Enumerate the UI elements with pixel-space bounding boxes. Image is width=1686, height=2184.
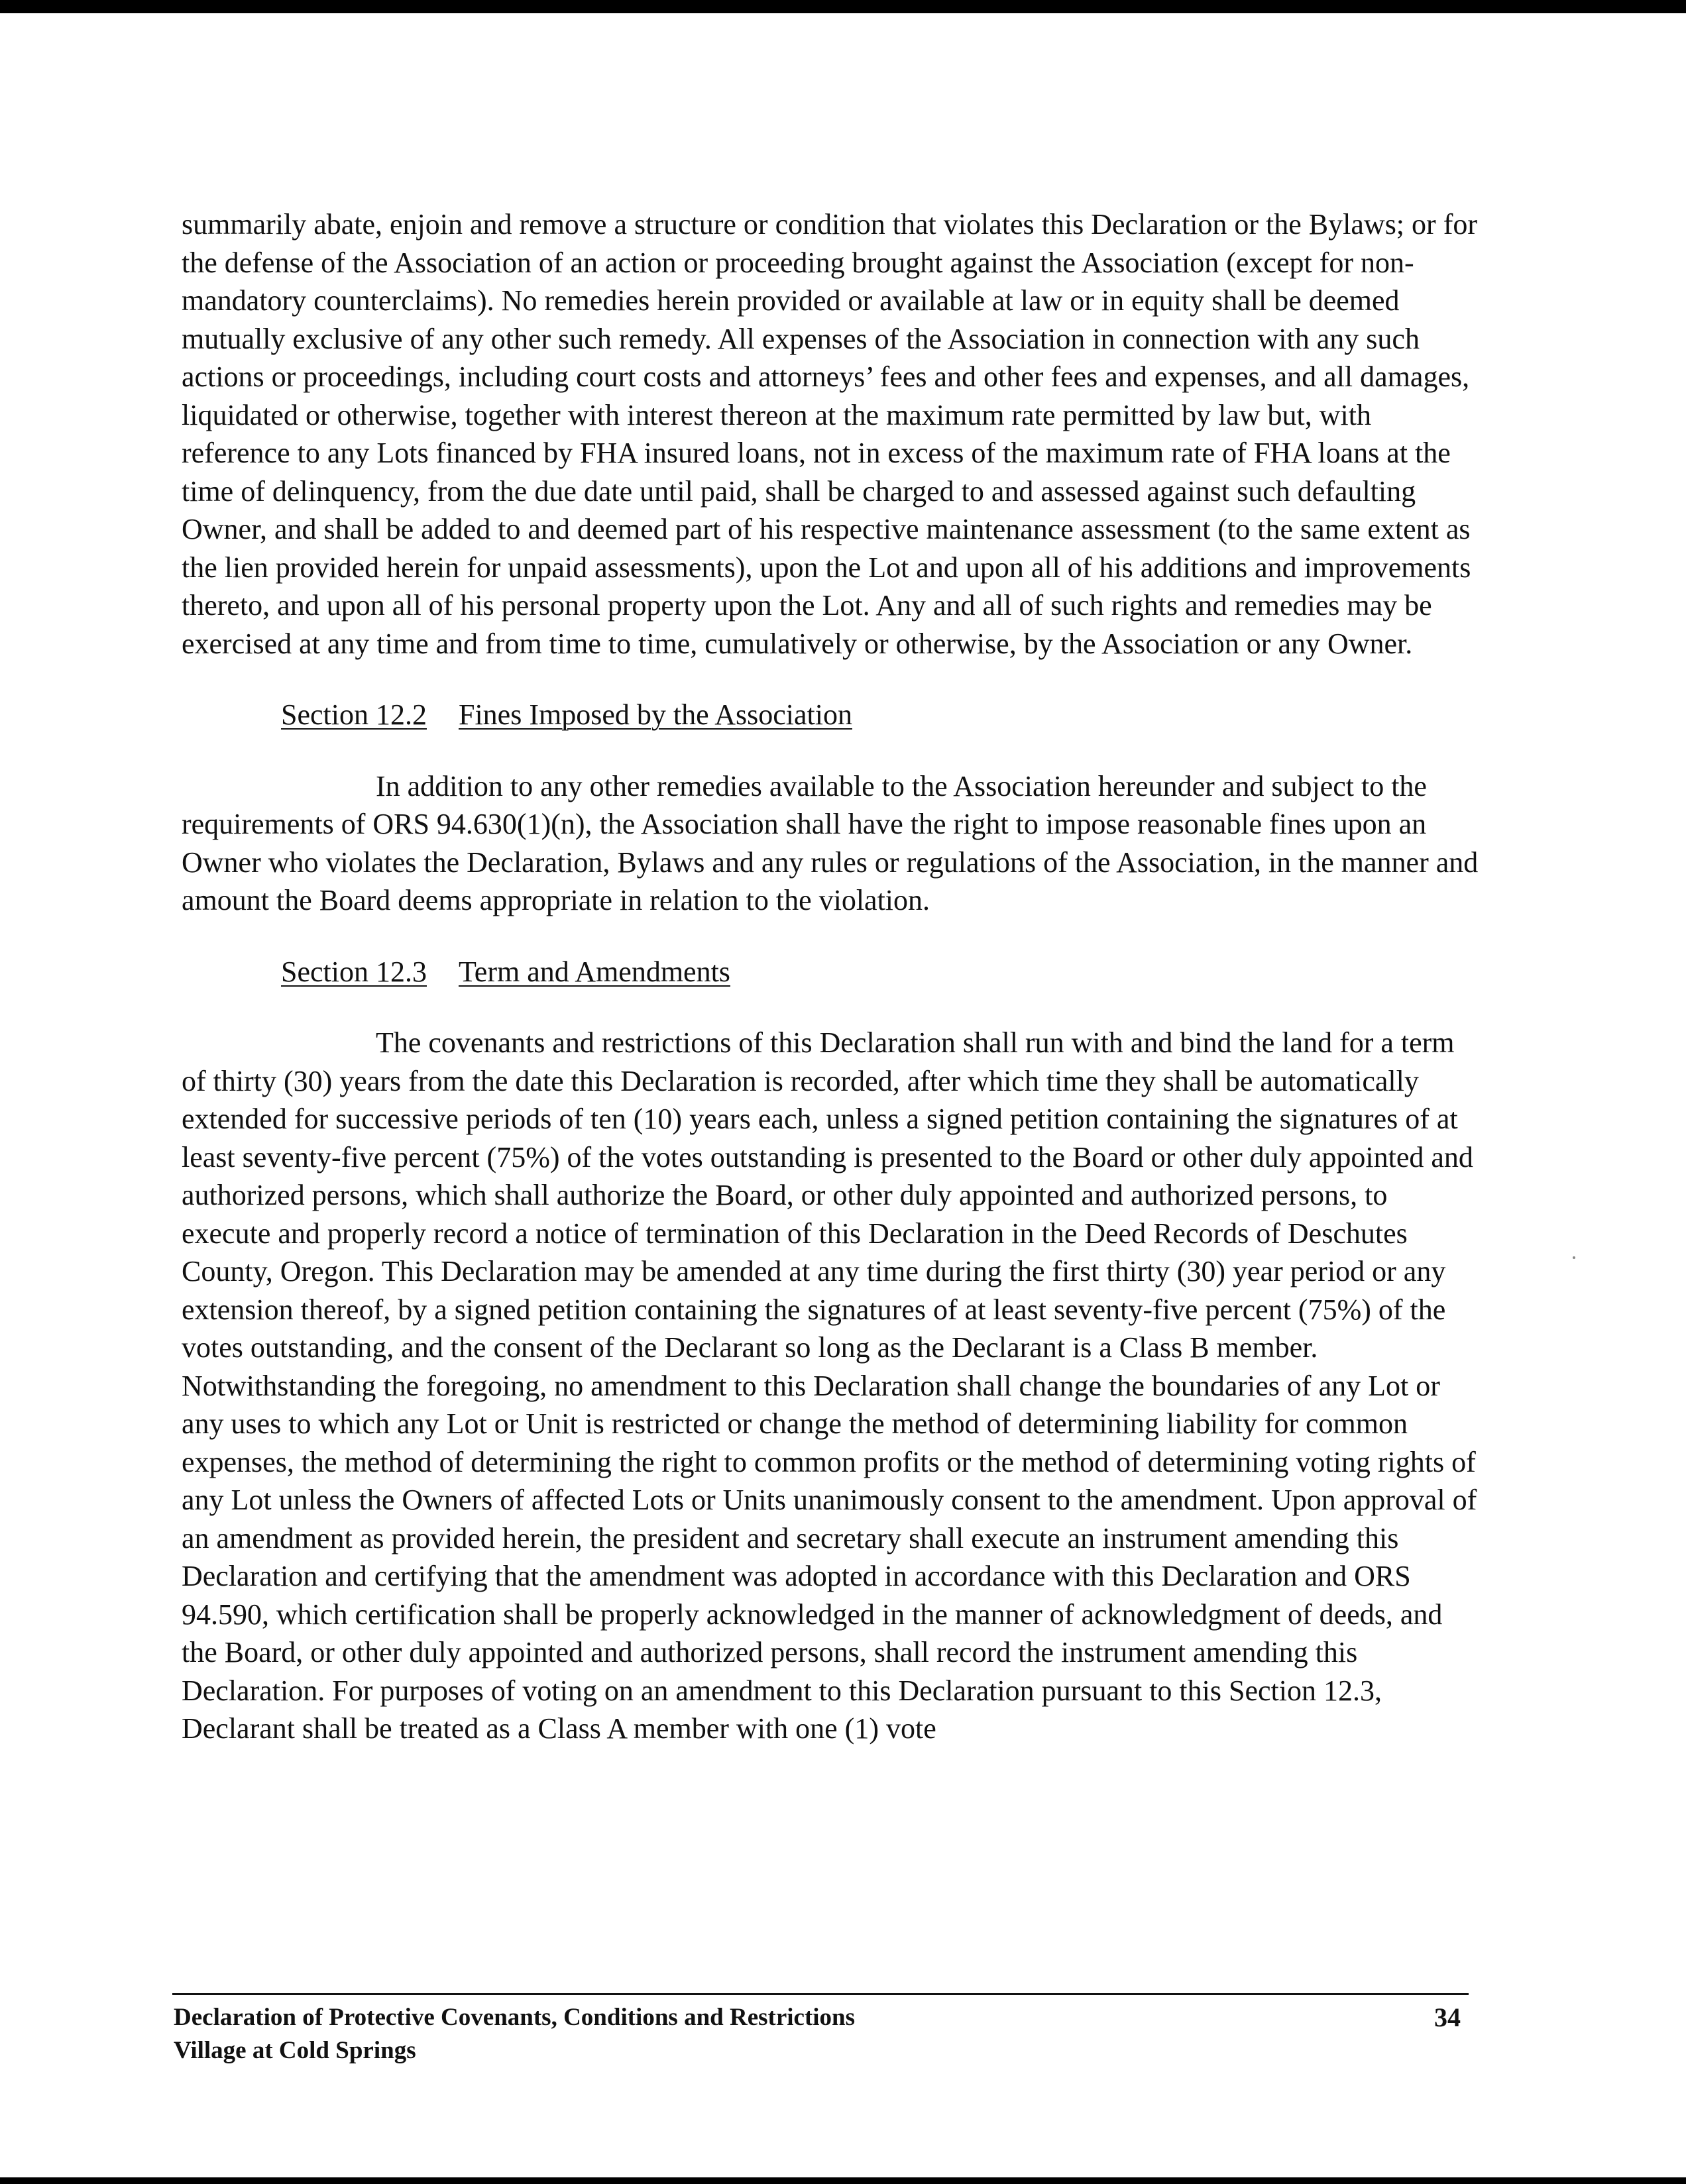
page-number: 34 bbox=[1434, 2002, 1461, 2032]
paragraph-remedies-continued: summarily abate, enjoin and remove a structure or condition that violates this Declaration or the Bylaws; or for the defense of the Association of an action or proceeding brought against the Association (except for non-mandatory counterclaims). No remedies herein provided or available at law or in equity shall be deemed mutually exclusive of any other such remedy. All expenses of the Association in connection with any such actions or proceedings, including court costs and attorneys’ fees and other fees and expenses, and all damages, liquidated or otherwise, together with interest thereon at the maximum rate permitted by law but, with reference to any Lots financed by FHA insured loans, not in excess of the maximum rate of FHA loans at the time of delinquency, from the due date until paid, shall be charged to and assessed against such defaulting Owner, and shall be added to and deemed part of his respective maintenance assessment (to the same extent as the lien provided herein for unpaid assessments), upon the Lot and upon all of his additions and improvements thereto, and upon all of his personal property upon the Lot. Any and all of such rights and remedies may be exercised at any time and from time to time, cumulatively or otherwise, by the Association or any Owner. bbox=[182, 208, 1477, 660]
paragraph-fines: In addition to any other remedies available to the Association hereunder and subject to the requirements of ORS 94.630(1)(n), the Association shall have the right to impose reasonable fines upon an Owner who violates the Declaration, Bylaws and any rules or regulations of the Association, in the manner and amount the Board deems appropriate in relation to the violation. bbox=[182, 769, 1479, 916]
scan-top-border bbox=[0, 0, 1686, 13]
section-title: Term and Amendments bbox=[458, 955, 730, 988]
scan-speck bbox=[1573, 1256, 1575, 1259]
paragraph-term-and-amendments: The covenants and restrictions of this Declaration shall run with and bind the land for a term of thirty (30) years from the date this Declaration is recorded, after which time they shall be automatically extended for successive periods of ten (10) years each, unless a signed petition containing the signatures of at least seventy-five percent (75%) of the votes outstanding is presented to the Board or other duly appointed and authorized persons, which shall authorize the Board, or other duly appointed and authorized persons, to execute and properly record a notice of termination of this Declaration in the Deed Records of Deschutes County, Oregon. This Declaration may be amended at any time during the first thirty (30) year period or any extension thereof, by a signed petition containing the signatures of at least seventy-five percent (75%) of the votes outstanding, and the consent of the Declarant so long as the Declarant is a Class B member. Notwithstanding the foregoing, no amendment to this Declaration shall change the boundaries of any Lot or any uses to which any Lot or Unit is restricted or change the method of determining liability for common expenses, the method of determining the right to common profits or the method of determining voting rights of any Lot unless the Owners of affected Lots or Units unanimously consent to the amendment. Upon approval of an amendment as provided herein, the president and secretary shall execute an instrument amending this Declaration and certifying that the amendment was adopted in accordance with this Declaration and ORS 94.590, which certification shall be properly acknowledged in the manner of acknowledgment of deeds, and the Board, or other duly appointed and authorized persons, shall record the instrument amending this Declaration. For purposes of voting on an amendment to this Declaration pursuant to this Section 12.3, Declarant shall be treated as a Class A member with one (1) vote bbox=[182, 1026, 1477, 1745]
footer-divider bbox=[172, 1993, 1469, 1995]
page-footer bbox=[174, 2001, 1469, 2067]
section-heading-12-3 bbox=[281, 953, 1481, 991]
section-heading-12-2 bbox=[281, 696, 1481, 734]
section-number: Section 12.2 bbox=[281, 698, 427, 731]
scan-bottom-border bbox=[0, 2177, 1686, 2184]
section-number: Section 12.3 bbox=[281, 955, 427, 988]
footer-document-title: Declaration of Protective Covenants, Conditions and Restrictions bbox=[174, 2004, 856, 2031]
section-title: Fines Imposed by the Association bbox=[458, 698, 852, 731]
footer-project-name: Village at Cold Springs bbox=[174, 2037, 416, 2064]
document-body bbox=[182, 205, 1481, 1748]
